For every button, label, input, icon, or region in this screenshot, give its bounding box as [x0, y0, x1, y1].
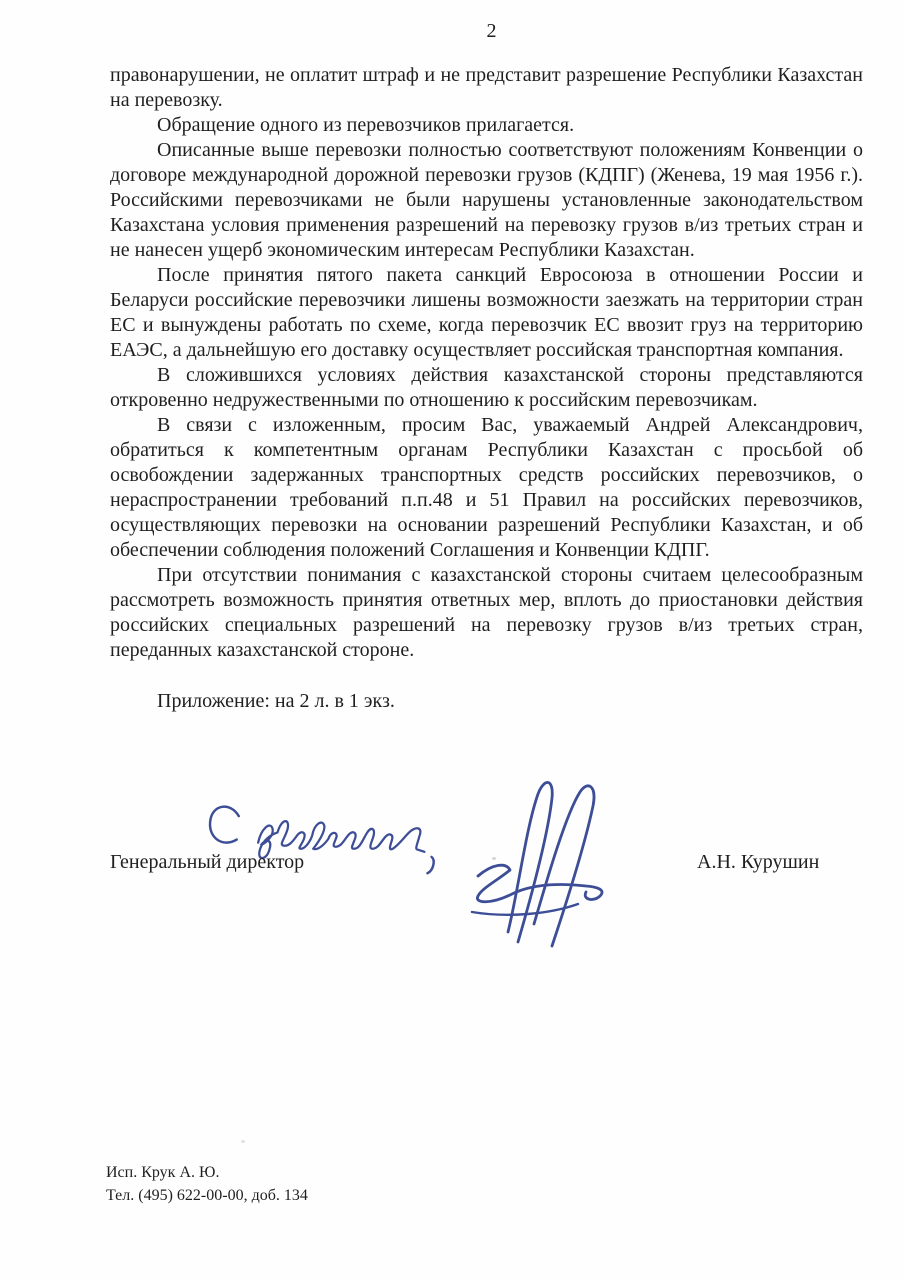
body-paragraph: правонарушении, не оплатит штраф и не представит разрешение Республики Казахстан на перевозку.	[110, 64, 863, 111]
scan-artifact	[241, 1140, 245, 1143]
signature	[448, 772, 648, 950]
body-paragraph: Обращение одного из перевозчиков прилагается.	[157, 114, 575, 136]
scan-artifact	[492, 857, 496, 860]
footer-executor: Исп. Крук А. Ю.	[106, 1164, 220, 1181]
body-paragraph: В связи с изложенным, просим Вас, уважаемый Андрей Александрович, обратиться к компетентным органам Республики Казахстан с просьбой об освобождении задержанных транспортных средств российских перевозчиков, о нераспространении требований п.п.48 и 51 Правил на российских перевозчиков, осуществляющих перевозки на основании разрешений Республики Казахстан, и об обеспечении соблюдения положений Соглашения и Конвенции КДПГ.	[110, 414, 863, 561]
body-paragraph: В сложившихся условиях действия казахстанской стороны представляются откровенно недружественными по отношению к российским перевозчикам.	[110, 364, 863, 411]
body-paragraph: При отсутствии понимания с казахстанской стороны считаем целесообразным рассмотреть возможность принятия ответных мер, вплоть до приостановки действия российских специальных разрешений на перевозку грузов в/из третьих стран, переданных казахстанской стороне.	[110, 564, 863, 661]
body-paragraph: После принятия пятого пакета санкций Евросоюза в отношении России и Беларуси российские перевозчики лишены возможности заезжать на территории стран ЕС и вынуждены работать по схеме, когда перевозчик ЕС ввозит груз на территорию ЕАЭС, а дальнейшую его доставку осуществляет российская транспортная компания.	[110, 264, 863, 361]
attachment-line: Приложение: на 2 л. в 1 экз.	[157, 690, 395, 712]
signer-name: А.Н. Курушин	[697, 851, 820, 873]
letter-body	[110, 63, 863, 714]
footer	[106, 1161, 308, 1207]
footer-phone: Тел. (495) 622-00-00, доб. 134	[106, 1187, 308, 1204]
page-number: 2	[486, 20, 497, 42]
signer-title: Генеральный директор	[110, 851, 305, 873]
body-paragraph: Описанные выше перевозки полностью соответствуют положениям Конвенции о договоре международной дорожной перевозки грузов (КДПГ) (Женева, 19 мая 1956 г.). Российскими перевозчиками не были нарушены установленные законодательством Казахстана условия применения разрешений на перевозку грузов в/из третьих стран и не нанесен ущерб экономическим интересам Республики Казахстан.	[110, 139, 863, 261]
